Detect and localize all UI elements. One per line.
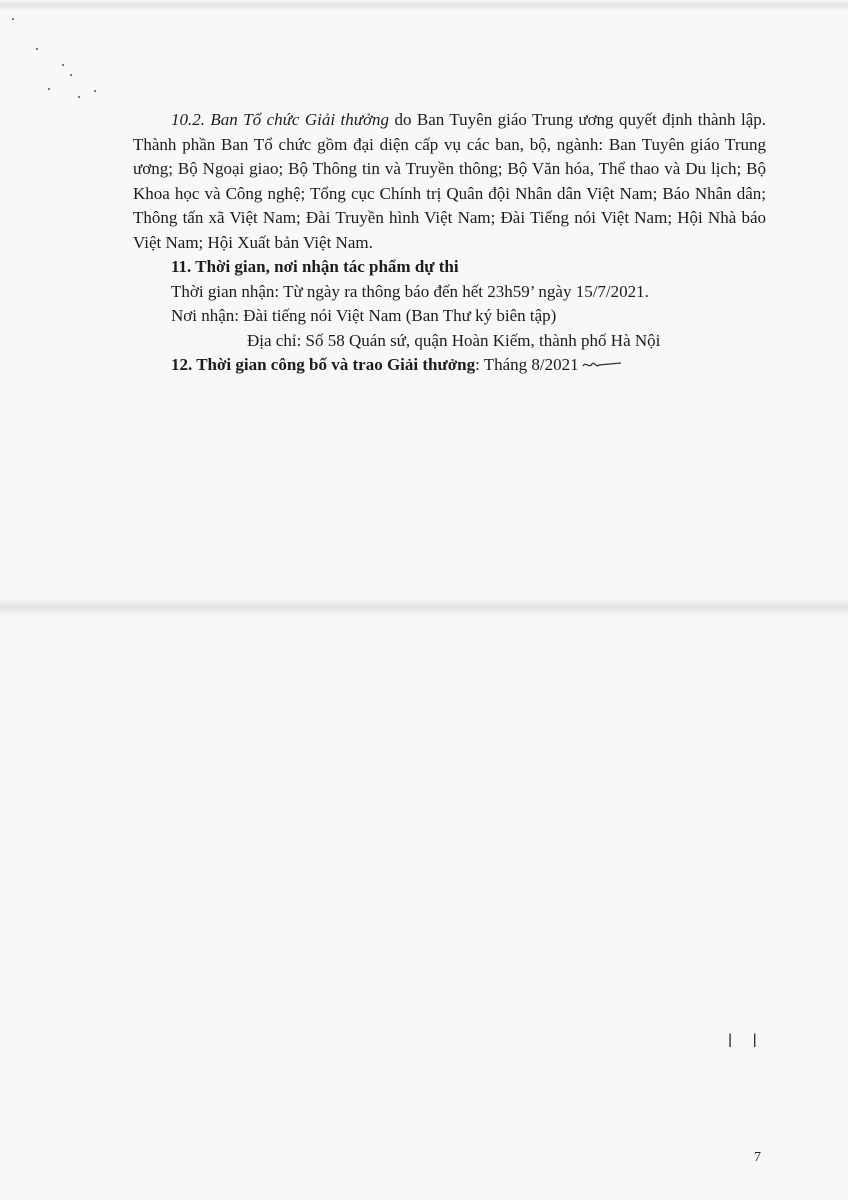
- margin-mark: ǀ ǀ: [728, 1032, 765, 1048]
- section-12-value: : Tháng 8/2021: [475, 355, 579, 374]
- section-11-address: Địa chỉ: Số 58 Quán sứ, quận Hoàn Kiếm, thành phố Hà Nội: [247, 330, 661, 350]
- scan-speck: [36, 48, 38, 50]
- section-11-heading: 11. Thời gian, nơi nhận tác phẩm dự thi: [171, 257, 459, 276]
- scan-band-middle: [0, 598, 848, 616]
- handwritten-signature-mark: [581, 354, 623, 379]
- scan-speck: [62, 64, 64, 66]
- paragraph-10-2-lead: 10.2. Ban Tổ chức Giải thưởng: [171, 110, 390, 129]
- section-11-receive-place: Nơi nhận: Đài tiếng nói Việt Nam (Ban Thư ký biên tập): [171, 306, 557, 325]
- scan-speck: [94, 90, 96, 92]
- scan-band-top: [0, 0, 848, 10]
- scan-speck: [48, 88, 50, 90]
- scan-speck: [70, 74, 72, 76]
- scan-speck: [78, 96, 80, 98]
- scan-speck: [12, 18, 14, 20]
- section-12: [133, 353, 766, 378]
- document-body: [133, 108, 766, 378]
- paragraph-10-2: [133, 108, 766, 255]
- page-number: 7: [754, 1150, 761, 1165]
- section-12-heading: 12. Thời gian công bố và trao Giải thưởng: [171, 355, 476, 374]
- section-11-receive-time: Thời gian nhận: Từ ngày ra thông báo đến hết 23h59’ ngày 15/7/2021.: [171, 281, 649, 301]
- paragraph-10-2-text: do Ban Tuyên giáo Trung ương quyết định thành lập. Thành phần Ban Tổ chức gồm đại diện cấp vụ các ban, bộ, ngành: Ban Tuyên giáo Trung ương; Bộ Ngoại giao; Bộ Thông tin và Truyền thông; Bộ Văn hóa, Thể thao và Du lịch; Bộ Khoa học và Công nghệ; Tổng cục Chính trị Quân đội Nhân dân Việt Nam; Báo Nhân dân; Thông tấn xã Việt Nam; Đài Truyền hình Việt Nam; Đài Tiếng nói Việt Nam; Hội Nhà báo Việt Nam; Hội Xuất bản Việt Nam.: [133, 110, 766, 252]
